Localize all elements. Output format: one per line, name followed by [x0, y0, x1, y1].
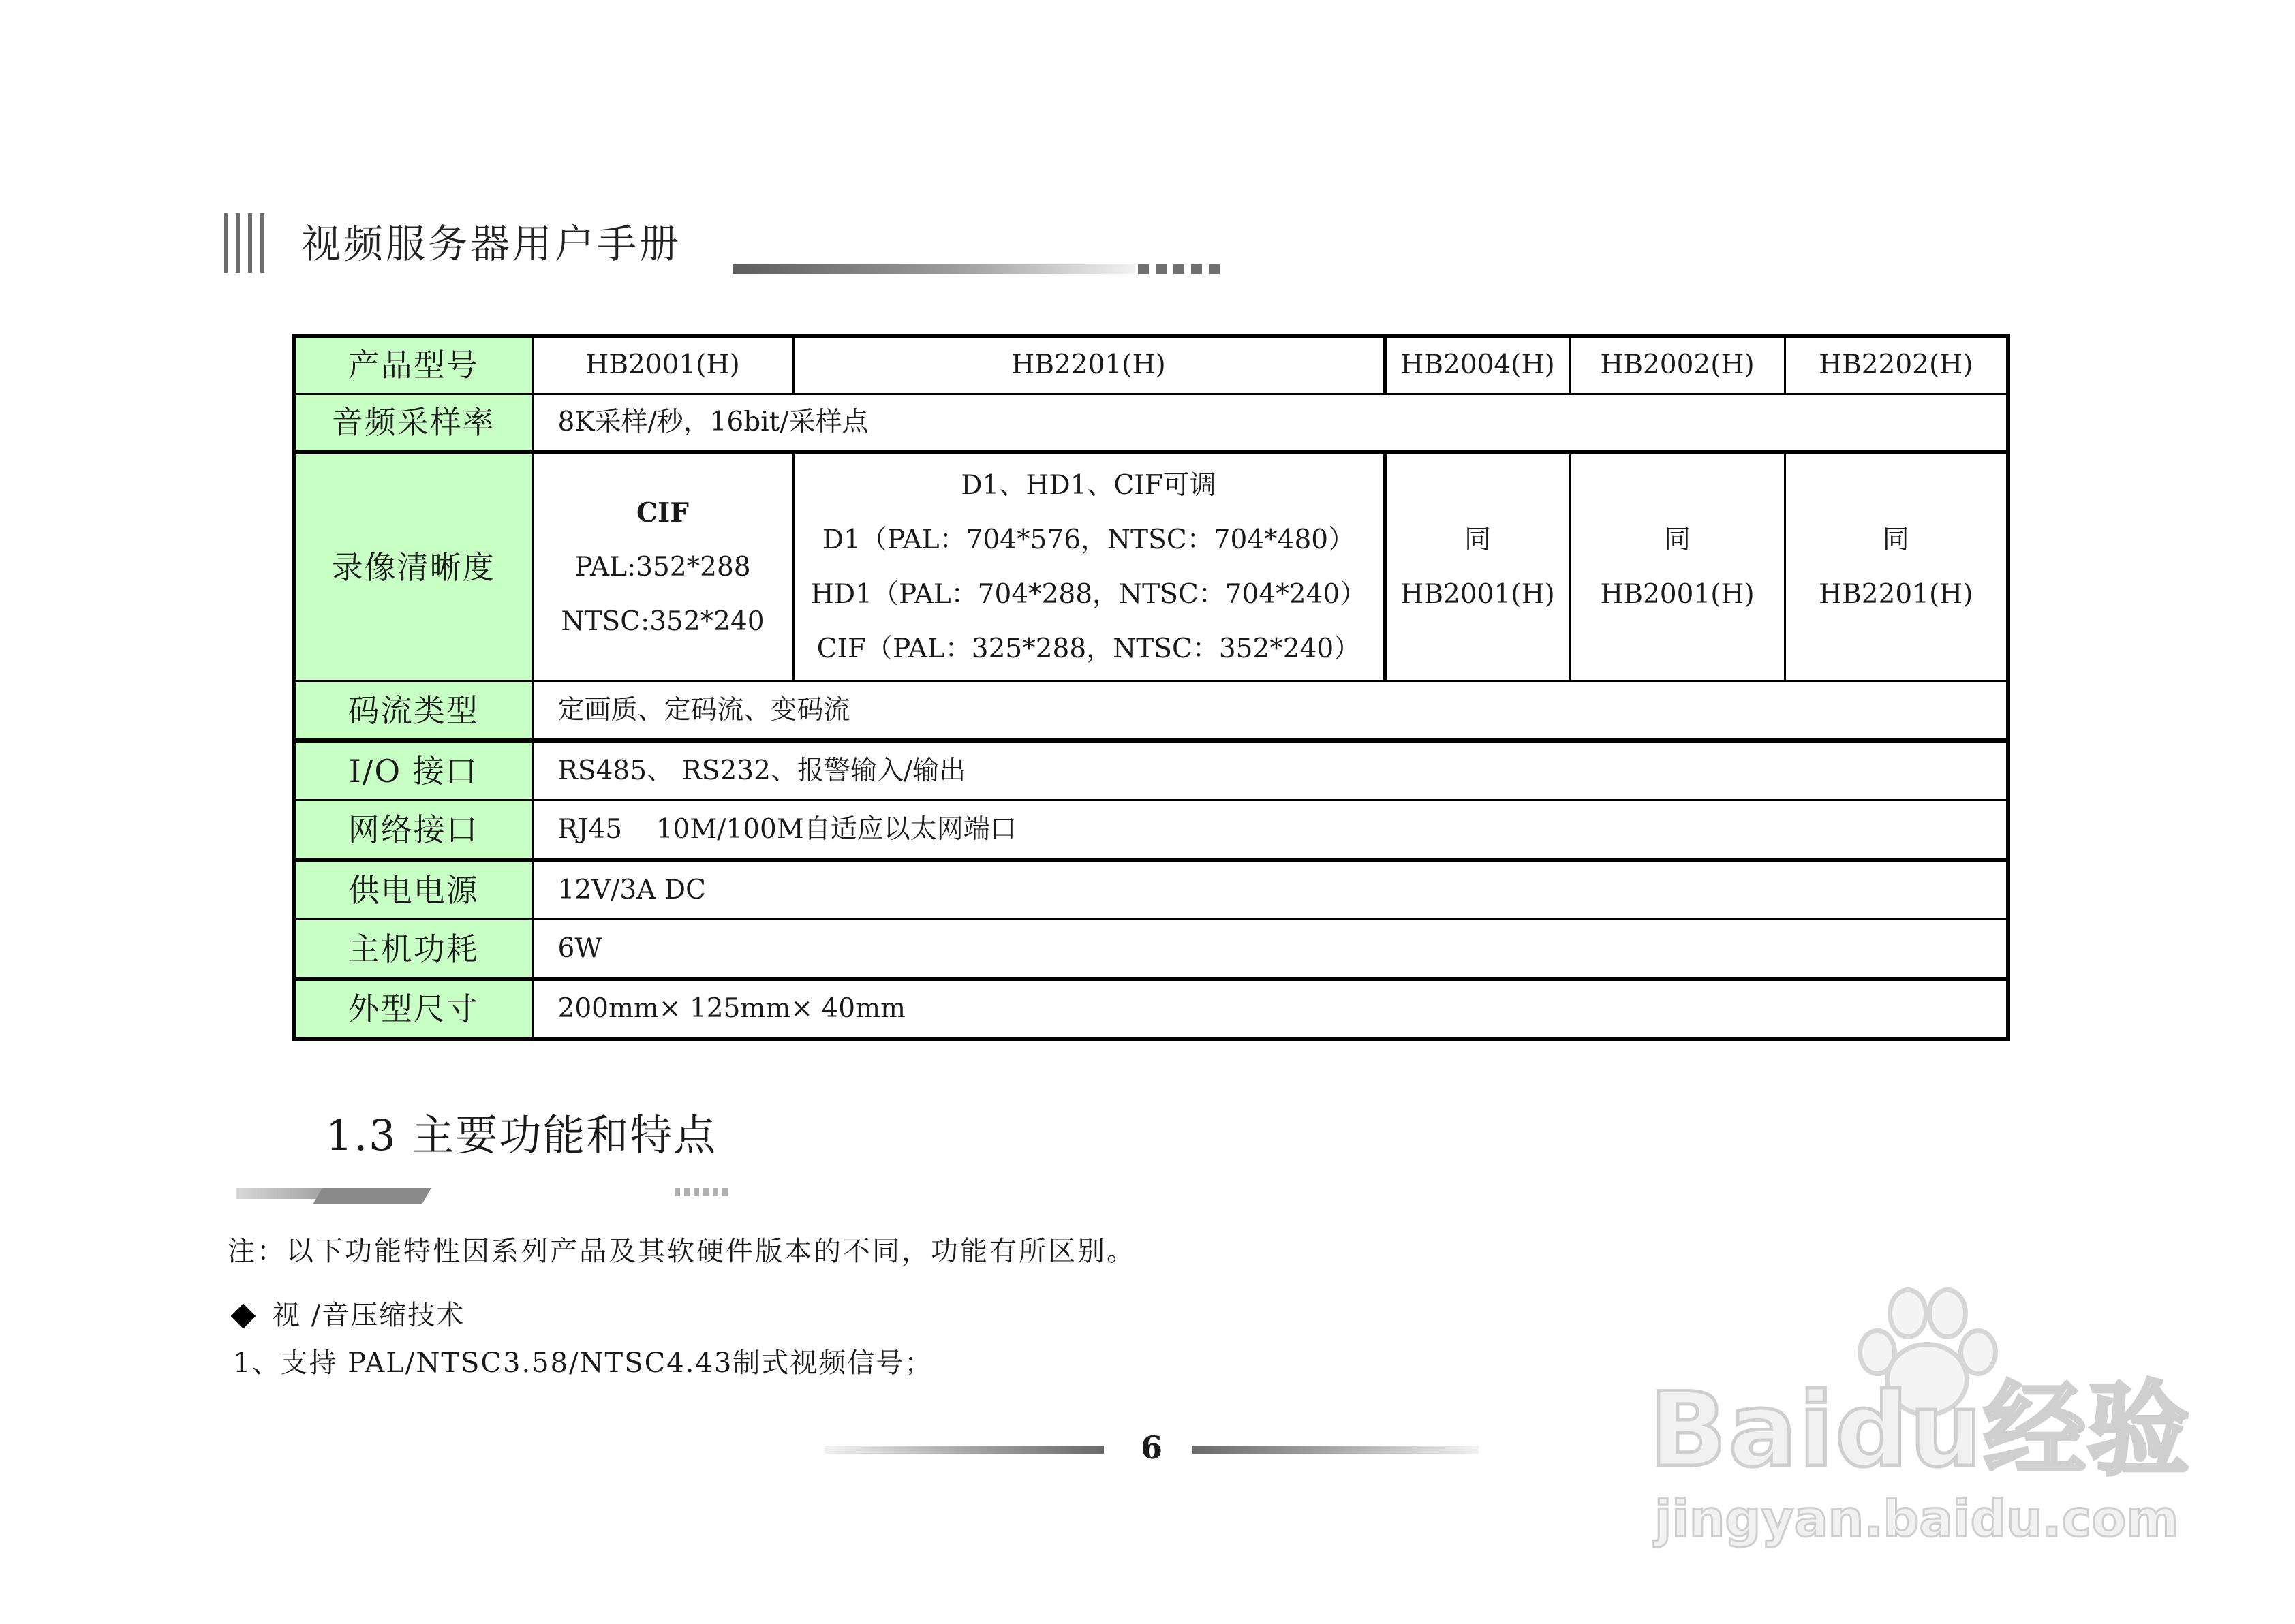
model-hb2202: HB2202(H) — [1785, 336, 2008, 394]
value-stream: 定画质、定码流、变码流 — [532, 681, 2008, 741]
value-size: 200mm× 125mm× 40mm — [532, 979, 2008, 1039]
label-stream: 码流类型 — [294, 681, 532, 741]
res-hb2201-line-2: D1（PAL：704*576，NTSC：704*480） — [822, 524, 1355, 555]
value-resolution-hb2002 — [1570, 452, 1785, 681]
value-resolution-hb2202 — [1785, 452, 2008, 681]
value-consumption: 6W — [532, 920, 2008, 980]
feature-item-1: 1、支持 PAL/NTSC3.58/NTSC4.43制式视频信号； — [233, 1347, 934, 1379]
res-hb2201-line-3: HD1（PAL：704*288，NTSC：704*240） — [810, 578, 1367, 610]
table-row-size — [294, 979, 2008, 1039]
section-rule-decoration — [236, 1185, 433, 1206]
res-hb2002-line-1: 同 — [1663, 524, 1691, 555]
table-row-audio — [294, 394, 2008, 452]
label-io: I/O 接口 — [294, 740, 532, 800]
model-hb2002: HB2002(H) — [1570, 336, 1785, 394]
section-dots-decoration — [675, 1188, 729, 1196]
header-rule — [733, 264, 1135, 274]
table-row-resolution — [294, 452, 2008, 681]
baidu-watermark — [1649, 1281, 2191, 1553]
model-hb2201: HB2201(H) — [793, 336, 1385, 394]
bullet-heading-text: 视 /音压缩技术 — [273, 1300, 465, 1331]
res-hb2004-line-2: HB2001(H) — [1400, 578, 1555, 610]
model-hb2004: HB2004(H) — [1385, 336, 1570, 394]
footer-rule-left — [825, 1446, 1104, 1454]
label-audio: 音频采样率 — [294, 394, 532, 452]
res-hb2202-line-2: HB2201(H) — [1819, 578, 1973, 610]
label-power: 供电电源 — [294, 860, 532, 920]
bullet-heading — [228, 1292, 465, 1339]
table-row-models — [294, 336, 2008, 394]
value-resolution-hb2201 — [793, 452, 1385, 681]
res-hb2201-line-4: CIF（PAL：325*288，NTSC：352*240） — [816, 633, 1361, 664]
table-row-stream — [294, 681, 2008, 741]
model-hb2001: HB2001(H) — [532, 336, 793, 394]
res-hb2001-line-1: CIF — [636, 497, 689, 529]
footer-rule-right — [1192, 1446, 1479, 1454]
page-number: 6 — [1140, 1429, 1162, 1466]
table-row-power — [294, 860, 2008, 920]
label-resolution: 录像清晰度 — [294, 452, 532, 681]
diamond-bullet-icon — [231, 1304, 256, 1329]
value-io: RS485、 RS232、报警输入/输出 — [532, 740, 2008, 800]
label-size: 外型尺寸 — [294, 979, 532, 1039]
value-audio: 8K采样/秒，16bit/采样点 — [532, 394, 2008, 452]
label-model: 产品型号 — [294, 336, 532, 394]
section-title: 1.3 主要功能和特点 — [326, 1110, 718, 1160]
res-hb2001-line-3: NTSC:352*240 — [561, 606, 765, 637]
header-dots-decoration — [1138, 264, 1227, 274]
res-hb2001-line-2: PAL:352*288 — [574, 551, 751, 582]
header-bars-decoration — [224, 213, 268, 273]
label-consumption: 主机功耗 — [294, 920, 532, 980]
section-note: 注：以下功能特性因系列产品及其软硬件版本的不同，功能有所区别。 — [228, 1236, 1136, 1267]
res-hb2002-line-2: HB2001(H) — [1600, 578, 1755, 610]
value-resolution-hb2001 — [532, 452, 793, 681]
table-row-consumption — [294, 920, 2008, 980]
manual-title: 视频服务器用户手册 — [301, 221, 682, 267]
res-hb2201-line-1: D1、HD1、CIF可调 — [961, 469, 1216, 501]
watermark-brand: Baidu经验 — [1649, 1371, 2191, 1490]
res-hb2202-line-1: 同 — [1882, 524, 1909, 555]
spec-table — [292, 334, 2010, 1041]
watermark-url: jingyan.baidu.com — [1654, 1490, 2179, 1548]
value-network: RJ45 10M/100M自适应以太网端口 — [532, 800, 2008, 860]
label-network: 网络接口 — [294, 800, 532, 860]
table-row-network — [294, 800, 2008, 860]
value-resolution-hb2004 — [1385, 452, 1570, 681]
res-hb2004-line-1: 同 — [1464, 524, 1491, 555]
table-row-io — [294, 740, 2008, 800]
value-power: 12V/3A DC — [532, 860, 2008, 920]
